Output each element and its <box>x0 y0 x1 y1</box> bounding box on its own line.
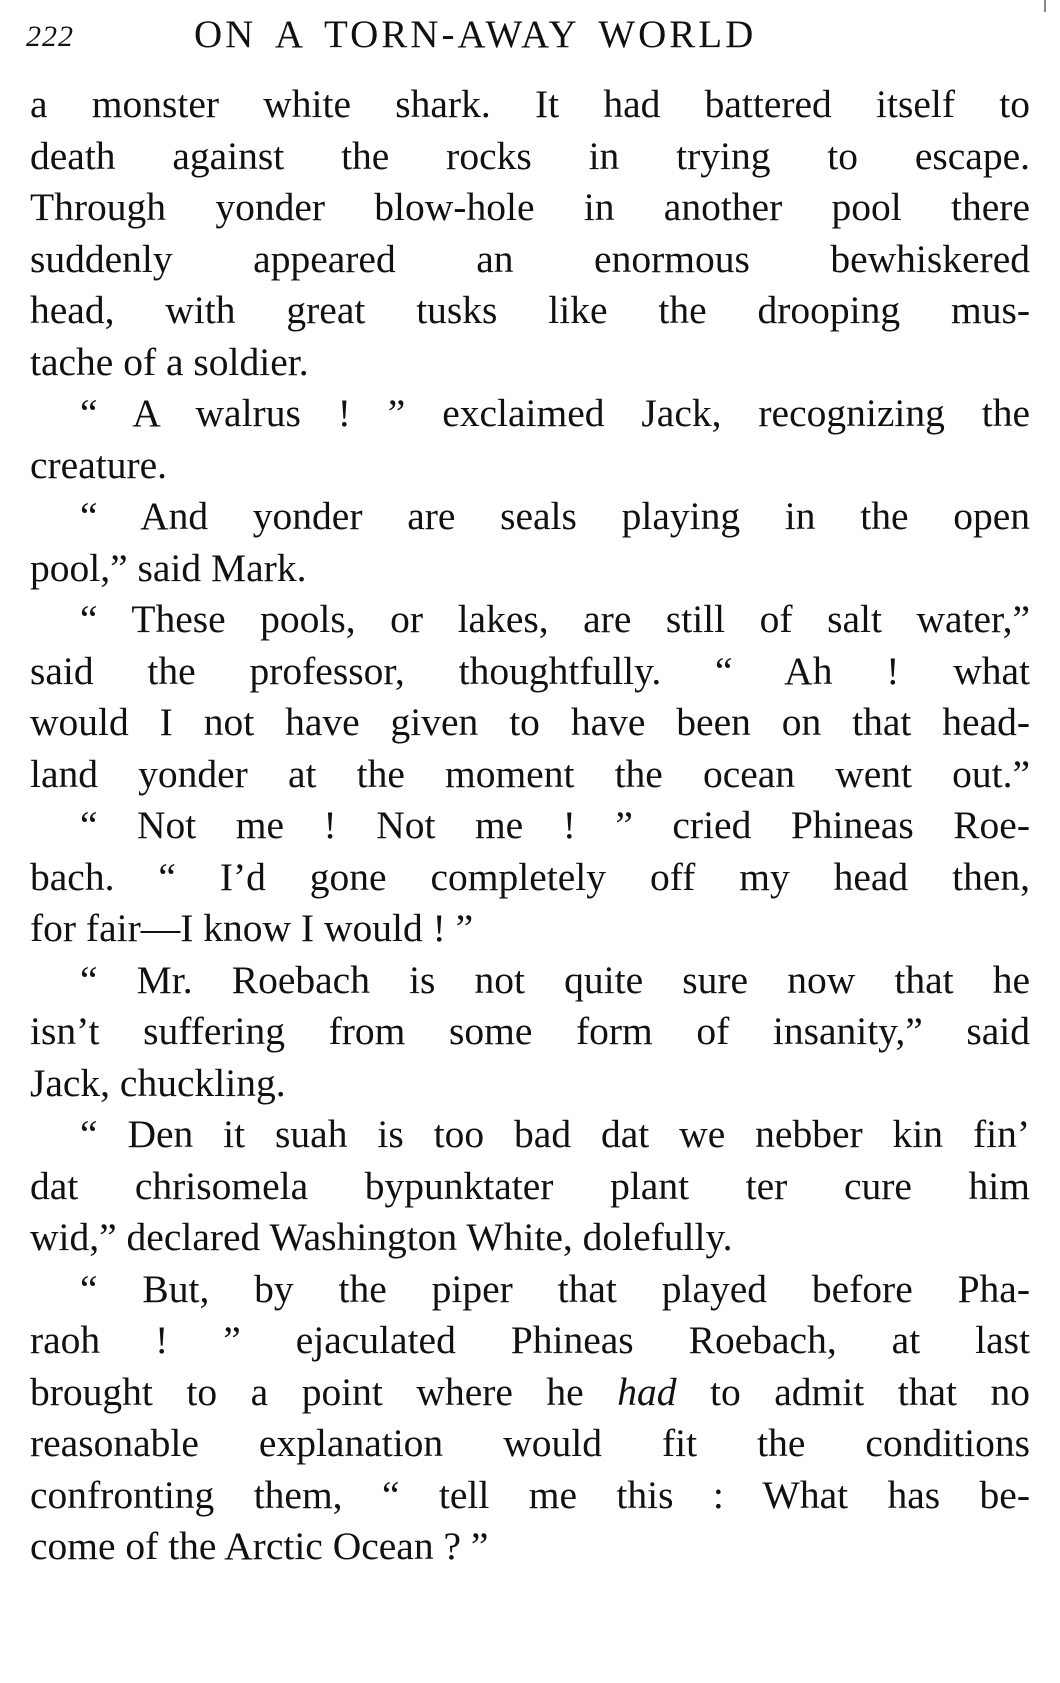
text-line: Jack, chuckling. <box>30 1060 286 1105</box>
text-line: suddenly appeared an enormous bewhiskered <box>30 236 1030 281</box>
text-line: “ And yonder are seals playing in the open <box>80 494 1030 538</box>
text-line: creature. <box>30 442 168 487</box>
text-line: “ Den it suah is too bad dat we nebber kin fin’ <box>80 1112 1030 1156</box>
text-line <box>30 1367 1030 1419</box>
text-line: “ Not me ! Not me ! ” cried Phineas Roe- <box>80 803 1030 847</box>
page-number: 222 <box>26 20 74 53</box>
text-line: wid,” declared Washington White, dolefully. <box>30 1215 733 1259</box>
text-line: “ Mr. Roebach is not quite sure now that he <box>80 957 1030 1002</box>
text-line: “ These pools, or lakes, are still of salt water,” <box>80 597 1030 641</box>
text-line: bach. “ I’d gone completely off my head then, <box>30 854 1030 899</box>
text-segment: brought to a point where he <box>30 1369 584 1414</box>
text-segment: to admit that no <box>710 1369 1031 1414</box>
body-text <box>30 79 1030 1573</box>
text-line: come of the Arctic Ocean ? ” <box>30 1524 489 1568</box>
text-line: reasonable explanation would fit the conditions <box>30 1421 1030 1465</box>
emphasized-word: had <box>617 1369 677 1414</box>
text-line: death against the rocks in trying to escape. <box>30 133 1030 178</box>
text-line: would I not have given to have been on that head- <box>30 700 1030 744</box>
running-title: ON A TORN-AWAY WORLD <box>194 13 757 56</box>
page-edge-mark <box>1044 0 1046 12</box>
text-line: said the professor, thoughtfully. “ Ah ! what <box>30 648 1030 693</box>
text-line: confronting them, “ tell me this : What has be- <box>30 1472 1030 1517</box>
text-line: “ But, by the piper that played before Pha- <box>80 1266 1030 1311</box>
text-line: tache of a soldier. <box>30 339 309 384</box>
text-line: land yonder at the moment the ocean went out.” <box>30 751 1030 796</box>
text-line: for fair—I know I would ! ” <box>30 906 474 950</box>
text-line: isn’t suffering from some form of insanity,” said <box>30 1009 1030 1053</box>
page-header <box>26 6 1026 56</box>
text-line: a monster white shark. It had battered itself to <box>30 82 1030 126</box>
text-line: pool,” said Mark. <box>30 545 307 590</box>
text-line: raoh ! ” ejaculated Phineas Roebach, at last <box>30 1318 1030 1362</box>
text-line: “ A walrus ! ” exclaimed Jack, recognizing the <box>80 391 1030 435</box>
text-line: head, with great tusks like the drooping mus- <box>30 288 1030 332</box>
text-line: Through yonder blow-hole in another pool there <box>30 185 1030 229</box>
text-line: dat chrisomela bypunktater plant ter cure him <box>30 1163 1030 1208</box>
